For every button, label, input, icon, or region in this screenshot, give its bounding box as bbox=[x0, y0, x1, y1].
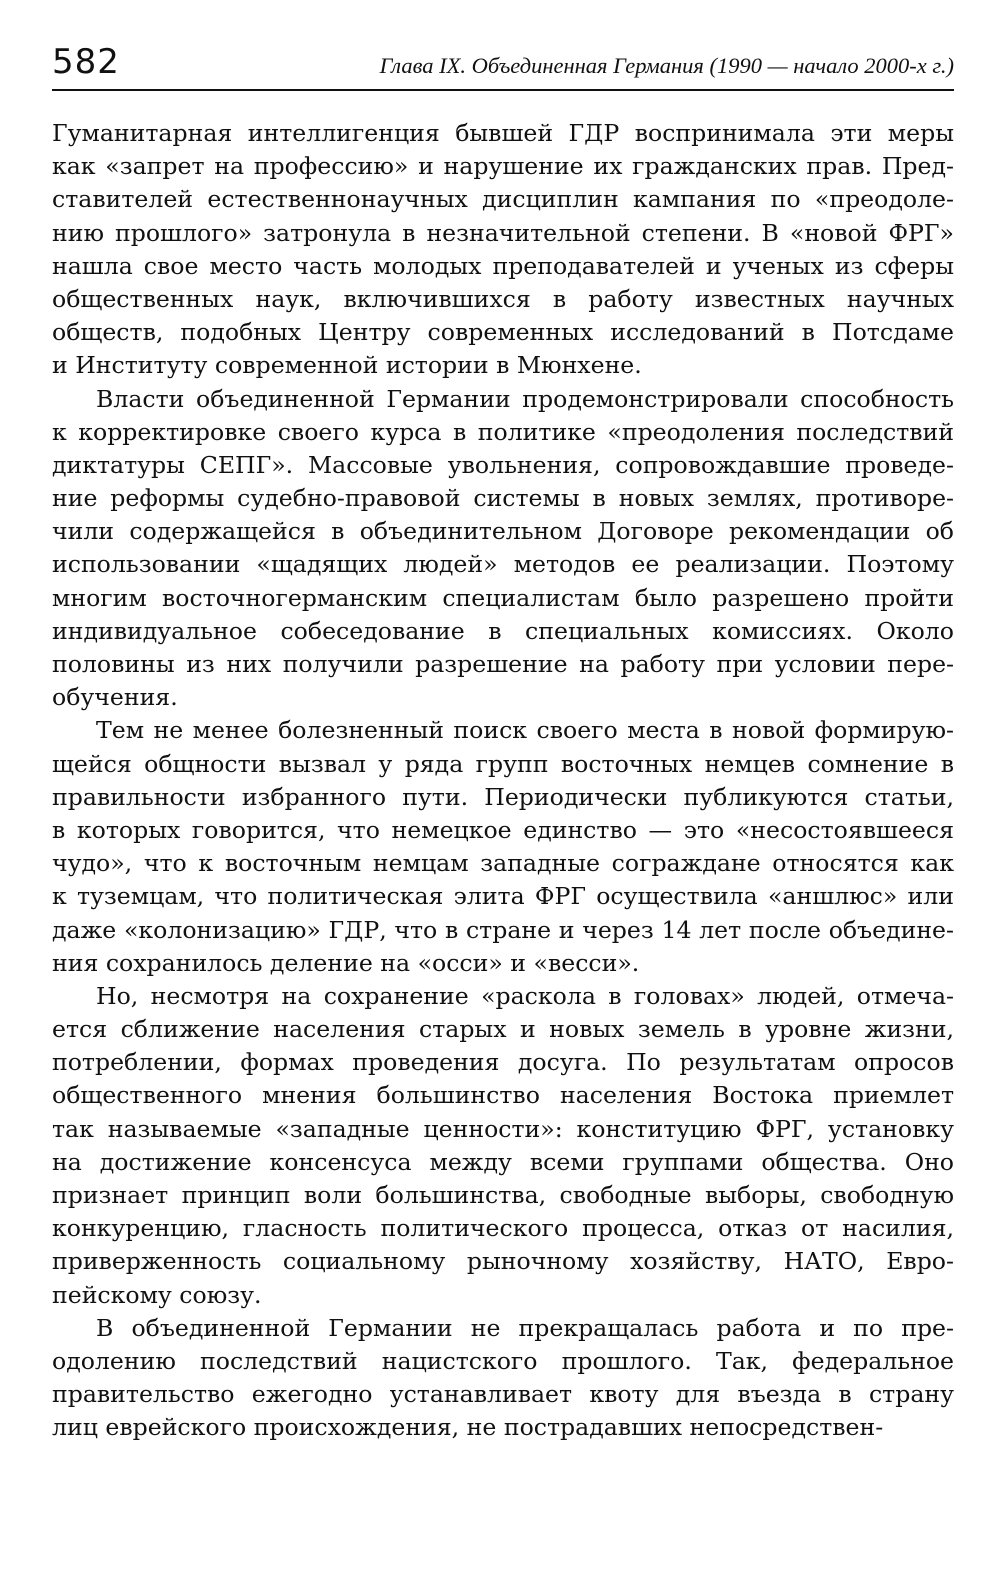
text-line: щейся общности вызвал у ряда групп восточных немцев сомнение в bbox=[52, 749, 954, 778]
text-line: лиц еврейского происхождения, не пострадавших непосредствен- bbox=[52, 1413, 884, 1442]
running-head: Глава IX. Объединенная Германия (1990 — начало 2000-х г.) bbox=[379, 53, 954, 78]
text-line: даже «колонизацию» ГДР, что в стране и через 14 лет после объедине- bbox=[52, 915, 954, 944]
text-line: половины из них получили разрешение на работу при условии пере- bbox=[52, 650, 954, 678]
paragraph bbox=[52, 1312, 954, 1445]
text-line: ние реформы судебно-правовой системы в новых землях, противоре- bbox=[52, 484, 954, 513]
text-line: обществ, подобных Центру современных исследований в Потсдаме bbox=[52, 318, 954, 347]
page-number: 582 bbox=[52, 42, 120, 82]
text-line: в которых говорится, что немецкое единство — это «несостоявшееся bbox=[52, 815, 954, 844]
text-line: многим восточногерманским специалистам было разрешено пройти bbox=[52, 583, 954, 612]
text-line: приверженность социальному рыночному хозяйству, НАТО, Евро- bbox=[52, 1247, 954, 1276]
text-line: Но, несмотря на сохранение «раскола в головах» людей, отмеча- bbox=[96, 981, 954, 1010]
text-line: на достижение консенсуса между всеми группами общества. Оно bbox=[52, 1147, 954, 1176]
text-line: правительство ежегодно устанавливает квоту для въезда в страну bbox=[52, 1380, 954, 1409]
text-line: потреблении, формах проведения досуга. По результатам опросов bbox=[52, 1048, 954, 1077]
page-header bbox=[52, 40, 954, 98]
text-line: пейскому союзу. bbox=[52, 1280, 262, 1309]
text-line: одолению последствий нацистского прошлого. Так, федеральное bbox=[52, 1346, 954, 1375]
text-line: ется сближение населения старых и новых земель в уровне жизни, bbox=[52, 1015, 954, 1044]
text-line: нию прошлого» затронула в незначительной степени. В «новой ФРГ» bbox=[52, 218, 954, 247]
text-line: так называемые «западные ценности»: конституцию ФРГ, установку bbox=[52, 1114, 954, 1143]
text-line: нашла свое место часть молодых преподавателей и ученых из сферы bbox=[52, 251, 954, 280]
text-line: использовании «щадящих людей» методов ее реализации. Поэтому bbox=[52, 550, 954, 579]
text-line: обучения. bbox=[52, 683, 178, 712]
paragraph bbox=[52, 980, 954, 1312]
text-line: к туземцам, что политическая элита ФРГ осуществила «аншлюс» или bbox=[52, 882, 954, 911]
paragraph bbox=[52, 383, 954, 715]
text-line: конкуренцию, гласность политического процесса, отказ от насилия, bbox=[52, 1214, 954, 1243]
text-line: В объединенной Германии не прекращалась работа и по пре- bbox=[96, 1313, 954, 1342]
text-line: Гуманитарная интеллигенция бывшей ГДР воспринимала эти меры bbox=[52, 119, 954, 147]
text-line: Власти объединенной Германии продемонстрировали способность bbox=[96, 384, 954, 413]
text-line: общественного мнения большинство населения Востока приемлет bbox=[52, 1081, 954, 1110]
text-line: общественных наук, включившихся в работу известных научных bbox=[52, 284, 954, 313]
text-line: правильности избранного пути. Периодически публикуются статьи, bbox=[52, 782, 954, 811]
text-line: чили содержащейся в объединительном Договоре рекомендации об bbox=[52, 517, 954, 546]
book-page bbox=[52, 40, 954, 1442]
text-line: диктатуры СЕПГ». Массовые увольнения, сопровождавшие проведе- bbox=[52, 450, 954, 479]
text-line: и Институту современной истории в Мюнхене. bbox=[52, 351, 642, 380]
text-line: чудо», что к восточным немцам западные сограждане относятся как bbox=[52, 849, 954, 878]
text-line: признает принцип воли большинства, свободные выборы, свободную bbox=[52, 1181, 954, 1209]
text-line: индивидуальное собеседование в специальных комиссиях. Около bbox=[52, 616, 954, 645]
text-line: как «запрет на профессию» и нарушение их гражданских прав. Пред- bbox=[52, 152, 954, 181]
text-line: ния сохранилось деление на «осси» и «весси». bbox=[52, 948, 640, 977]
body-text bbox=[52, 117, 954, 1445]
text-line: Тем не менее болезненный поиск своего места в новой формирую- bbox=[96, 716, 954, 745]
header-rule bbox=[52, 89, 954, 91]
text-line: к корректировке своего курса в политике «преодоления последствий bbox=[52, 417, 954, 446]
paragraph bbox=[52, 117, 954, 383]
text-line: ставителей естественнонаучных дисциплин кампания по «преодоле- bbox=[52, 185, 954, 214]
paragraph bbox=[52, 714, 954, 980]
